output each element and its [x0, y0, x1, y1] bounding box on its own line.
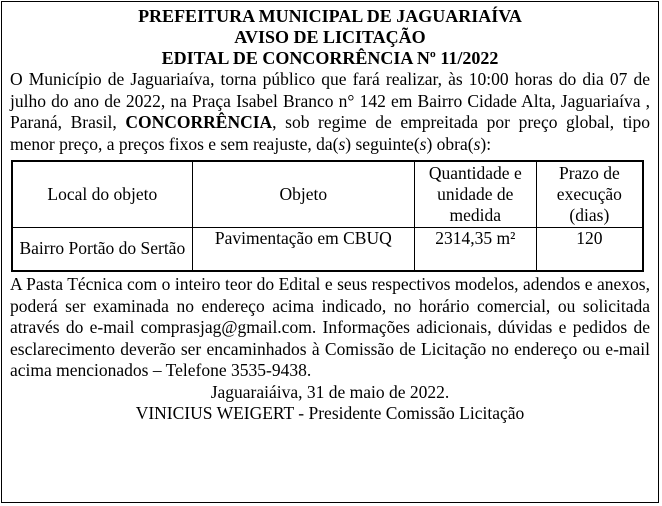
table-header-cell: Local do objeto	[12, 161, 192, 227]
table-cell-local: Bairro Portão do Sertão	[12, 227, 192, 271]
table-header-row	[12, 161, 643, 227]
notice-frame	[1, 1, 659, 503]
intro-text-2: , sob regime de empreitada por preço global, tipo menor preço, a preços fixos e sem reajuste, da(	[10, 112, 650, 154]
intro-text-3: ) seguinte(	[345, 133, 420, 154]
header-aviso: AVISO DE LICITAÇÃO	[234, 27, 426, 47]
intro-text-5: ):	[480, 133, 492, 154]
intro-text-4: ) obra(	[426, 133, 474, 154]
date-line: Jaguaraiáiva, 31 de maio de 2022.	[210, 381, 450, 402]
intro-italic-s3: s	[473, 133, 481, 154]
object-table	[11, 160, 644, 272]
header-prefeitura: PREFEITURA MUNICIPAL DE JAGUARIAÍVA	[138, 6, 522, 26]
intro-text-1: O Município de Jaguariaíva, torna público que fará realizar, às 10:00 horas do dia 07 de julho do ano de 2022, na Praça Isabel Branco n° 142 em Bairro Cidade Alta, Jaguariaíva , Paraná, Brasil,	[10, 69, 650, 132]
table-cell-prazo: 120	[536, 227, 643, 271]
table-header-cell: Prazo de execução (dias)	[536, 161, 643, 227]
table-cell-quantidade: 2314,35 m²	[414, 227, 536, 271]
intro-bold-concorrencia: CONCORRÊNCIA	[125, 112, 273, 132]
table-cell-objeto: Pavimentação em CBUQ	[192, 227, 414, 271]
intro-italic-s2: s	[419, 133, 427, 154]
table-row	[12, 227, 643, 271]
footer-paragraph: A Pasta Técnica com o inteiro teor do Edital e seus respectivos modelos, adendos e anexos, poderá ser examinada no endereço acima indicado, no horário comercial, ou solicitada através do e-mail comprasjag@gmail.com. Informações adicionais, dúvidas e pedidos de esclarecimento deverão ser encaminhados à Comissão de Licitação no endereço ou e-mail acima mencionados – Telefone 3535-9438.	[10, 274, 650, 380]
table-header-cell: Quantidade e unidade de medida	[414, 161, 536, 227]
signature-line: VINICIUS WEIGERT - Presidente Comissão Licitação	[135, 403, 525, 423]
table-header-cell: Objeto	[192, 161, 414, 227]
header-edital: EDITAL DE CONCORRÊNCIA Nº 11/2022	[161, 48, 499, 68]
intro-paragraph	[10, 69, 650, 155]
intro-italic-s1: s	[338, 133, 346, 154]
